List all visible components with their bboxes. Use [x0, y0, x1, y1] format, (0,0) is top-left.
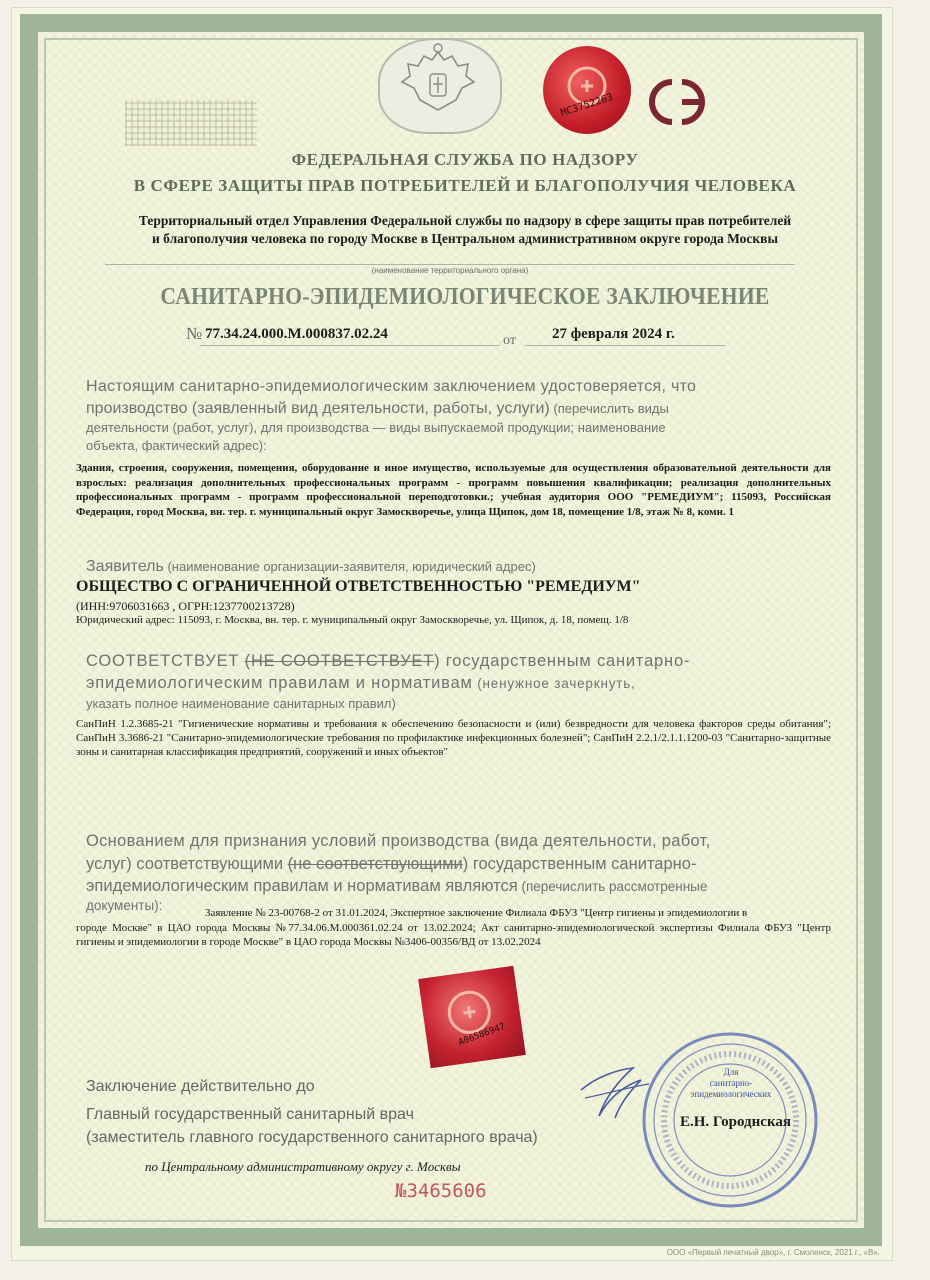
agency-name-line2: В СФЕРЕ ЗАЩИТЫ ПРАВ ПОТРЕБИТЕЛЕЙ И БЛАГОПОЛУЧИЯ ЧЕЛОВЕКА	[133, 176, 797, 195]
document-number: 77.34.24.000.М.000837.02.24	[205, 326, 388, 342]
compliance-line3-hint: указать полное наименование санитарных правил)	[86, 696, 396, 711]
compliance-line2-main: эпидемиологическим правилам и нормативам	[86, 674, 473, 692]
se-logo	[638, 74, 722, 130]
hologram-code-bottom: A06586947	[457, 1021, 507, 1049]
eagle-icon	[380, 40, 496, 128]
section1-line2-hint: (перечислить виды	[549, 401, 669, 416]
non-compliance-struck: (НЕ СООТВЕТСТВУЕТ	[244, 652, 435, 670]
basis-docs-first: Заявление № 23-00768-2 от 31.01.2024, Экспертное заключение Филиала ФБУЗ "Центр гигиены и эпидемиологии в	[205, 907, 748, 919]
basis-line3	[86, 877, 831, 896]
sanitary-rules-list: СанПиН 1.2.3685-21 "Гигиенические нормативы и требования к обеспечению безопасности и (или) безвредности для человека факторов среды обитания"; СанПиН 3.3686-21 "Санитарно-эпидемиологические требования по профилактике инфекционных болезней"; СанПиН 2.2.1/2.1.1.1200-03 "Санитарно-защитные зоны и санитарная классификация предприятий, сооружений и иных объектов"	[76, 718, 831, 758]
number-prefix: №	[186, 324, 203, 343]
security-pattern	[125, 100, 257, 146]
basis-docs-rest: городе Москве" в ЦАО города Москвы №77.34.06.М.000361.02.24 от 13.02.2024; Акт санитарно-эпидемиологической экспертизы Филиала ФБУЗ "Центр гигиены и эпидемиологии в городе Москве" в ЦАО города Москвы №3406-00356/ВД от 13.02.2024	[76, 922, 831, 948]
compliance-line2	[86, 674, 831, 693]
section1-line3: деятельности (работ, услуг), для производства — виды выпускаемой продукции; наименование	[86, 420, 666, 435]
date-prefix: от	[503, 333, 516, 348]
applicant-name: ОБЩЕСТВО С ОГРАНИЧЕННОЙ ОТВЕТСТВЕННОСТЬЮ "РЕМЕДИУМ"	[76, 578, 641, 595]
hologram-sticker-bottom	[418, 966, 526, 1068]
compliance-line1-rest: государственным санитарно-	[440, 652, 691, 670]
chief-doctor-line2: (заместитель главного государственного санитарного врача)	[86, 1129, 538, 1146]
compliance-paren: )	[434, 652, 441, 670]
stamp-center-text	[686, 1067, 776, 1100]
hologram-cross-icon	[543, 46, 631, 134]
stamp-center-line1: Для	[723, 1067, 739, 1077]
applicant-address: Юридический адрес: 115093, г. Москва, вн. тер. г. муниципальный округ Замоскворечье, ул. Щипок, д. 18, помещ. 1/8	[76, 614, 629, 626]
section1-line1: Настоящим санитарно-эпидемиологическим заключением удостоверяется, что	[86, 378, 697, 395]
territory-line2: и благополучия человека по городу Москве в Центральном административном округе города Москвы	[152, 231, 778, 246]
document-date: 27 февраля 2024 г.	[552, 326, 675, 342]
section1-line2	[86, 400, 826, 418]
applicant-label: Заявитель	[86, 558, 164, 575]
section1-line4: объекта, фактический адрес):	[86, 438, 267, 453]
hologram-sticker-top	[543, 46, 631, 134]
applicant-hint: (наименование организации-заявителя, юридический адрес)	[163, 559, 536, 574]
compliance-word: СООТВЕТСТВУЕТ	[86, 652, 240, 670]
basis-line4-hint: документы):	[86, 898, 163, 913]
compliance-line1	[86, 652, 831, 671]
number-underline	[200, 345, 500, 346]
divider	[105, 264, 795, 265]
coat-of-arms-emblem	[378, 38, 502, 134]
object-description: Здания, строения, сооружения, помещения, оборудование и иное имущество, используемые для осуществления образовательной деятельности для взрослых: реализация дополнительных профессиональных программ - программ повышения квалификации; реализация дополнительных профессиональных программ - программ профессиональной переподготовки.; учебная аудитория ООО "РЕМЕДИУМ"; 115093, Российская Федерация, город Москва, вн. тер. г. муниципальный округ Замоскворечье, улица Щипок, дом 18, помещение 1/8, этаж № 8, комн. 1	[76, 462, 831, 518]
compliance-line2-hint: (ненужное зачеркнуть,	[472, 676, 636, 691]
document-title: САНИТАРНО-ЭПИДЕМИОЛОГИЧЕСКОЕ ЗАКЛЮЧЕНИЕ	[160, 284, 770, 310]
chief-doctor-line1: Главный государственный санитарный врач	[86, 1106, 414, 1123]
applicant-ids: (ИНН:9706031663 , ОГРН:1237700213728)	[76, 599, 295, 613]
stamp-center-line3: эпидемиологических	[690, 1089, 772, 1099]
basis-line2-b: ) государственным санитарно-	[462, 855, 697, 873]
basis-line2	[86, 855, 831, 874]
section1-line2-main: производство (заявленный вид деятельности, работы, услуги)	[86, 400, 550, 417]
date-underline	[525, 345, 725, 346]
valid-until-label: Заключение действительно до	[86, 1078, 315, 1095]
printer-info: ООО «Первый печатный двор», г. Смоленск, 2021 г., «В».	[666, 1248, 880, 1257]
basis-struck: (не соответствующими	[287, 855, 463, 873]
hologram-cross-icon	[418, 966, 526, 1068]
agency-name-line1: ФЕДЕРАЛЬНАЯ СЛУЖБА ПО НАДЗОРУ	[291, 150, 639, 169]
territory-hint: (наименование территориального органа)	[371, 266, 529, 275]
district-line: по Центральному административному округу г. Москвы	[145, 1159, 461, 1174]
applicant-label-row	[86, 558, 826, 576]
signer-name: Е.Н. Городнская	[680, 1114, 791, 1130]
basis-line2-a: услуг) соответствующими	[86, 855, 288, 873]
blank-serial-number: №3465606	[395, 1180, 487, 1202]
basis-line1: Основанием для признания условий производства (вида деятельности, работ,	[86, 832, 711, 850]
se-mark-icon	[638, 74, 722, 130]
basis-line3-hint: (перечислить рассмотренные	[517, 879, 708, 894]
stamp-center-line2: санитарно-	[709, 1078, 753, 1088]
basis-line3-a: эпидемиологическим правилам и нормативам являются	[86, 877, 518, 895]
territory-line1: Территориальный отдел Управления Федеральной службы по надзору в сфере защиты прав потребителей	[138, 213, 792, 228]
hologram-code-top: MC3752263	[559, 91, 615, 120]
